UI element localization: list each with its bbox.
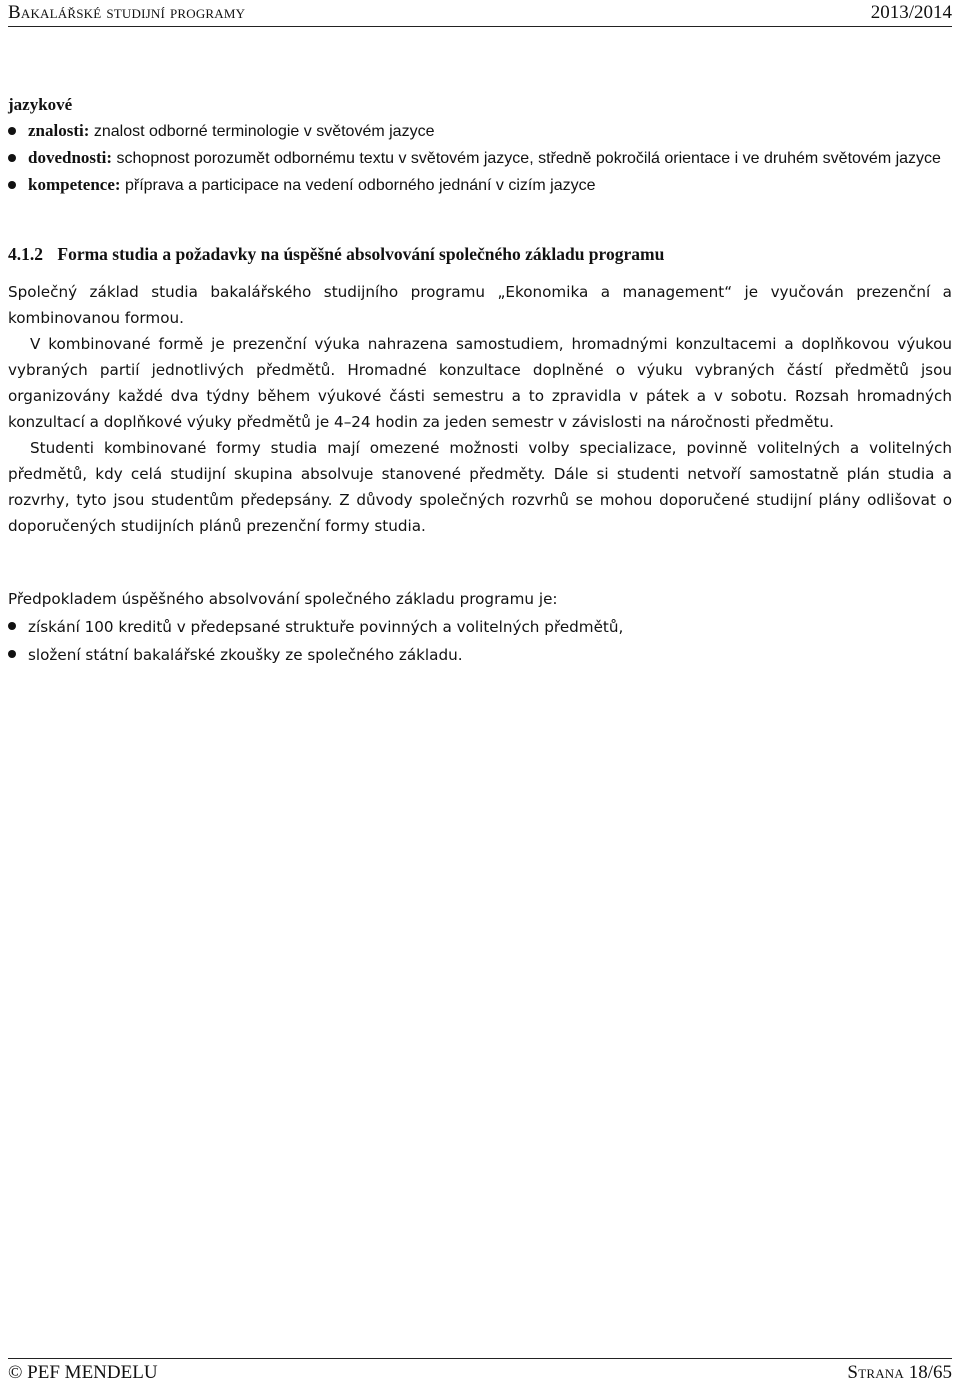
header-title: Bakalářské studijní programy	[8, 2, 246, 23]
section-number: 4.1.2	[8, 244, 43, 264]
list-item	[8, 172, 952, 199]
page-label: Strana	[847, 1362, 904, 1383]
prerequisites-intro: Předpokladem úspěšného absolvování společného základu programu je:	[8, 590, 558, 608]
item-label: dovednosti:	[28, 148, 113, 167]
languages-list	[8, 118, 952, 199]
item-label: znalosti:	[28, 121, 90, 140]
header-year: 2013/2014	[870, 2, 952, 23]
paragraph: Společný základ studia bakalářského studijního programu „Ekonomika a management“ je vyučován prezenční a kombinovanou formou.	[8, 283, 952, 327]
list-item	[8, 118, 952, 145]
page-indicator	[847, 1362, 952, 1384]
page-footer	[8, 1358, 952, 1387]
list-item	[8, 145, 952, 172]
item-label: kompetence:	[28, 175, 121, 194]
section-heading	[8, 241, 952, 267]
prerequisites-list	[8, 613, 952, 669]
page-content	[8, 92, 952, 669]
paragraph: Studenti kombinované formy studia mají omezené možnosti volby specializace, povinně volitelných a volitelných předmětů, kdy celá studijní skupina absolvuje stanovené předměty. Dále si studenti netvoří samostatně plán studia a rozvrhy, tyto jsou studentům předepsány. Z důvody společných rozvrhů se mohou doporučené studijní plány odlišovat o doporučených studijních plánů prezenční formy studia.	[8, 439, 952, 535]
languages-heading: jazykové	[8, 95, 73, 114]
paragraph: V kombinované formě je prezenční výuka nahrazena samostudiem, hromadnými konzultacemi a doplňkovou výukou vybraných partií jednotlivých předmětů. Hromadné konzultace doplněné o výuku vybraných částí předmětů jsou organizovány každé dva týdny během výukové části semestru a to zpravidla v pátek a v sobotu. Rozsah hromadných konzultací a doplňkové výuky předmětů je 4–24 hodin za jeden semestr v závislosti na náročnosti předmětu.	[8, 335, 952, 431]
page-header	[8, 0, 952, 27]
item-text: schopnost porozumět odbornému textu v světovém jazyce, středně pokročilá orientace i ve druhém světovém jazyce	[116, 150, 941, 167]
list-item: složení státní bakalářské zkoušky ze společného základu.	[8, 641, 952, 669]
page-number: 18/65	[908, 1362, 952, 1383]
item-text: znalost odborné terminologie v světovém jazyce	[93, 123, 435, 140]
list-item: získání 100 kreditů v předepsané struktuře povinných a volitelných předmětů,	[8, 613, 952, 641]
section-title: Forma studia a požadavky na úspěšné absolvování společného základu programu	[57, 244, 665, 264]
item-text: příprava a participace na vedení odborného jednání v cizím jazyce	[124, 177, 596, 194]
footer-copyright: © PEF MENDELU	[8, 1362, 158, 1383]
